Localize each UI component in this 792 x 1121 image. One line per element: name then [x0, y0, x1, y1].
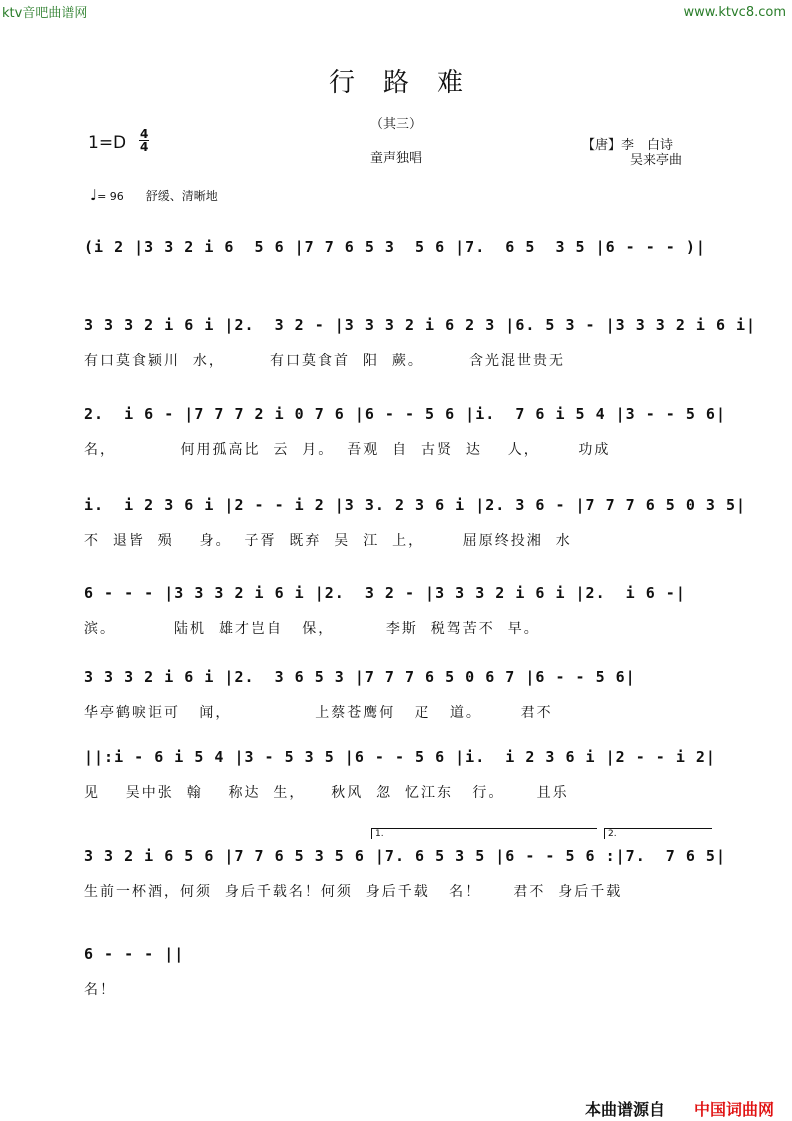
- song-title: 行路难: [328, 68, 491, 98]
- watermark-right: www.ktvc8.com: [683, 5, 786, 20]
- tempo-marking: [90, 186, 218, 204]
- score-row: [84, 314, 757, 370]
- lyric-line: 滨。 陆机 雄才岂自 保， 李斯 税驾苦不 早。: [84, 621, 540, 637]
- first-ending-bracket: 1.: [371, 828, 597, 839]
- lyric-line: 不 退皆 殒 身。 子胥 既弃 吴 江 上， 屈原终投湘 水: [84, 533, 572, 549]
- tempo-value: = 96: [97, 190, 124, 203]
- notation-line: i. i 2 3 6 i |2 - - i 2 |3 3. 2 3 6 i |2. 3 6 - |7 7 7 6 5 0 3 5|: [84, 496, 747, 514]
- notation-line: 3 3 3 2 i 6 i |2. 3 6 5 3 |7 7 7 6 5 0 6 7 |6 - - 5 6|: [84, 668, 636, 686]
- watermark-left: ktv音吧曲谱网: [2, 6, 88, 21]
- quarter-note-icon: ♩: [90, 186, 98, 204]
- lyric-line: 名！: [84, 982, 116, 998]
- footer-source-label: 本曲谱源自: [585, 1100, 666, 1119]
- time-signature-top: 4: [140, 127, 149, 141]
- lyric-line: 见 吴中张 翰 称达 生， 秋风 忽 忆江东 行。 且乐: [84, 785, 569, 801]
- expression-mark: 舒缓、清晰地: [145, 189, 218, 203]
- notation-line: (i 2 |3 3 2 i 6 5 6 |7 7 6 5 3 5 6 |7. 6 5 3 5 |6 - - - )|: [84, 238, 706, 256]
- lyric-line: 生前一杯酒，何须 身后千载名！何须 身后千载 名！ 君不 身后千载: [84, 884, 623, 900]
- notation-line: ||:i - 6 i 5 4 |3 - 5 3 5 |6 - - 5 6 |i. i 2 3 6 i |2 - - i 2|: [84, 748, 716, 766]
- score-row: [84, 666, 716, 722]
- composer-credit: 吴来亭曲: [630, 153, 683, 168]
- score-row: [84, 403, 726, 459]
- second-ending-bracket: 2.: [604, 828, 712, 839]
- lyric-line: 有口莫食颍川 水， 有口莫食首 阳 蕨。 含光混世贵无: [84, 353, 566, 369]
- song-subtitle: （其三）: [369, 117, 422, 132]
- key-signature: 1=D: [88, 133, 127, 153]
- lyric-line: 名， 何用孤高比 云 月。 吾观 自 古贤 达 人， 功成: [84, 442, 611, 458]
- score-row: [84, 746, 716, 802]
- lyricist-credit: 【唐】李 白诗: [582, 138, 674, 153]
- performance-type: 童声独唱: [369, 151, 422, 166]
- time-signature-bottom: 4: [140, 140, 149, 154]
- score-row: [84, 236, 716, 292]
- notation-line: 6 - - - |3 3 3 2 i 6 i |2. 3 2 - |3 3 3 2 i 6 i |2. i 6 -|: [84, 584, 686, 602]
- lyric-line: [84, 272, 716, 292]
- notation-line: 2. i 6 - |7 7 7 2 i 0 7 6 |6 - - 5 6 |i. 7 6 i 5 4 |3 - - 5 6|: [84, 405, 726, 423]
- lyric-line: 华亭鹤唳讵可 闻， 上蔡苍鹰何 疋 道。 君不: [84, 705, 553, 721]
- score-row: [84, 845, 726, 901]
- credits: [582, 138, 682, 168]
- score-row: [84, 494, 747, 550]
- score-row: [84, 582, 716, 638]
- footer-site-link[interactable]: 中国词曲网: [694, 1100, 775, 1119]
- score-row: [84, 943, 716, 999]
- notation-line: 3 3 2 i 6 5 6 |7 7 6 5 3 5 6 |7. 6 5 3 5 |6 - - 5 6 :|7. 7 6 5|: [84, 847, 726, 865]
- notation-line: 6 - - - ||: [84, 945, 185, 963]
- notation-line: 3 3 3 2 i 6 i |2. 3 2 - |3 3 3 2 i 6 2 3 |6. 5 3 - |3 3 3 2 i 6 i|: [84, 316, 757, 334]
